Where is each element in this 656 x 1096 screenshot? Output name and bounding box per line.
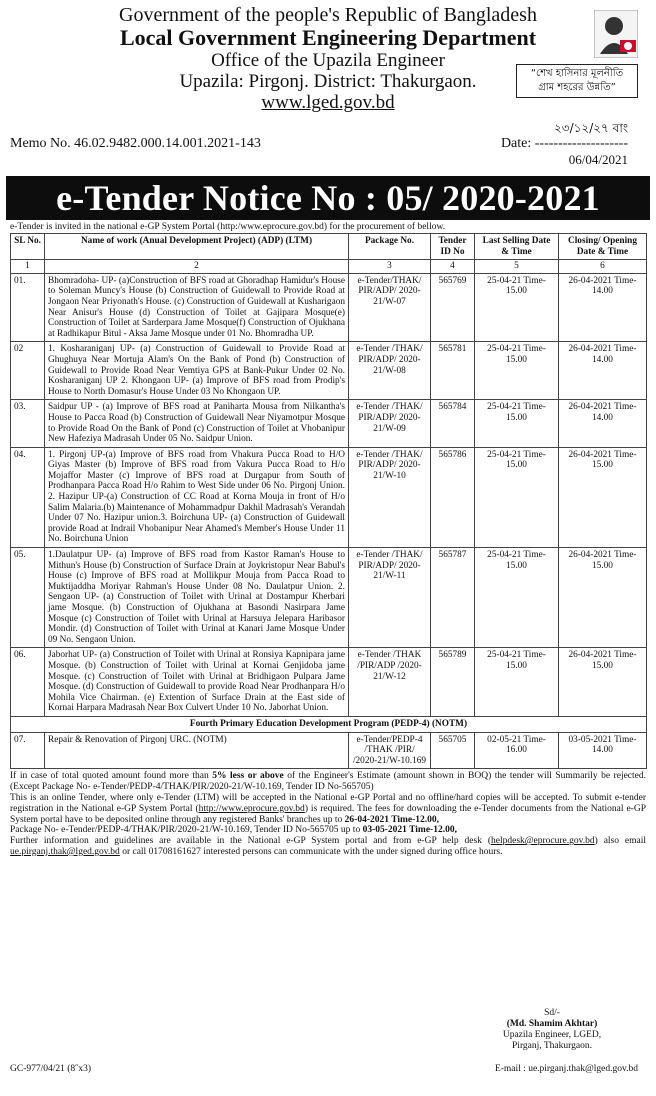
row-sl: 05. (11, 548, 45, 648)
portrait-logo-icon (594, 10, 638, 58)
row-selling: 25-04-21 Time-15.00 (475, 342, 559, 400)
helpdesk-email-link[interactable]: helpdesk@eprocure.gov.bd (491, 836, 595, 847)
tender-table (10, 233, 647, 769)
signatory-name: (Md. Shamim Akhtar) (506, 1019, 598, 1029)
row-package: e-Tender /THAK/ PIR/ADP/ 2020-21/W-09 (349, 400, 431, 447)
website-link[interactable]: www.lged.gov.bd (261, 92, 395, 113)
row-tender-id: 565781 (431, 342, 475, 400)
row-closing: 26-04-2021 Time-14.00 (559, 342, 647, 400)
row-selling: 25-04-21 Time-15.00 (475, 400, 559, 447)
office-email-link[interactable]: ue.pirganj.thak@lged.gov.bd (10, 846, 120, 857)
row-selling: 25-04-21 Time-15.00 (475, 648, 559, 717)
signature-sd: Sd/- (544, 1008, 560, 1018)
row-work: Saidpur UP - (a) Improve of BFS road at Paniharta Mousa from Nilkantha's House to Pacca Road (b) Construction of Guidewall Near Niyamotpur Mosque to Provide Road On the Bank of Pond (c) Construction of Toilet at Vhobanipur New Hafeziya Madrasah Under 05 No. Saidpur Union. (45, 400, 349, 447)
signatory-title: Upazila Engineer, LGED, (502, 1030, 602, 1040)
row-work: Bhomradoha- UP- (a)Construction of BFS road at Ghoradhap Hamidur's House to Soleman Muncy's House (b) Construction of Guidewall to Provide Road at Jongaon Near Priyonath's House. (c) Construction of Guidewall at Kusharigaon Near Anisur's House (d) Construction of Toilet at Gajipara Mosque(e) Construction of Toilet at Sarderpara Jame Mosque(f) Construction of Ojukhana at Radhikapur Bitul - Aksa Jame Mosque under 01 No. Bhomradha UP. (45, 273, 349, 342)
table-row (11, 273, 647, 342)
row-selling: 25-04-21 Time-15.00 (475, 273, 559, 342)
header-tender-id: Tender ID No (431, 234, 475, 260)
row-selling: 25-04-21 Time-15.00 (475, 548, 559, 648)
row-closing: 26-04-2021 Time-14.00 (559, 400, 647, 447)
notice-banner: e-Tender Notice No : 05/ 2020-2021 (6, 176, 650, 220)
column-number: 1 (11, 260, 45, 274)
row-work: 1. Kosharaniganj UP- (a) Construction of Guidewall to Provide Road at Ghughuya Near Mortuja Alam's On the Bank of Pond (b) Construction of Guidewall to Provide Road Near Vemtiya GPS at Bank-Pukur Under 02 No. Kosharaniganj UP 2. Khongaon UP- (a) Improve of BFS road from Prodip's House to North Domasur's House Under 03 No Khongaon UP. (45, 342, 349, 400)
date-label: Date: -------------------- (500, 136, 628, 151)
row-package: e-Tender /THAK/ PIR/ADP/ 2020-21/W-10 (349, 447, 431, 547)
signatory-place: Pirganj, Thakurgaon. (512, 1041, 592, 1051)
department-title: Local Government Engineering Department (119, 25, 537, 50)
bangla-date: ২৩/১২/২৭ বাং (553, 121, 628, 135)
pedp-section-title: Fourth Primary Education Development Program (PEDP-4) (NOTM) (11, 716, 647, 732)
note-rejection: If in case of total quoted amount found more than 5% less or above of the Engineer's Estimate (amount shown in BOQ) the tender will Summarily be rejected. (Except Package No- e-Tender/PEDP-4/THAK/PIR/2020-21/W-10.169, Tender ID No-565705) (10, 771, 646, 793)
table-row (11, 732, 647, 769)
row-package: e-Tender /THAK/ PIR/ADP/ 2020-21/W-08 (349, 342, 431, 400)
note-online-tender: This is an online Tender, where only e-Tender (LTM) will be accepted in the National e-GP Portal and no offline/hard copies will be accepted. To submit e-tender registration in the National e-GP System Portal (http://www.eprocure.gov.bd) is required. The fees for downloading the e-Tender documents from the National e-GP System portal have to be deposited online through any registered Banks' branches up to 26-04-2021 Time-12.00, (10, 792, 646, 825)
row-package: e-Tender /THAK /PIR/ADP /2020-21/W-12 (349, 648, 431, 717)
column-number: 2 (45, 260, 349, 274)
row-work: Repair & Renovation of Pirgonj URC. (NOTM) (45, 732, 349, 769)
row-sl: 04. (11, 447, 45, 547)
row-tender-id: 565784 (431, 400, 475, 447)
row-tender-id: 565789 (431, 648, 475, 717)
row-work: Jaborhat UP- (a) Construction of Toilet with Urinal at Ronsiya Kapnipara jame Mosque. (b) Construction of Toilet with Urinal at Kornai Genjidoba jame Mosque. (c) Construction of Toilet with Urinal at Bridhigaon Pulpara Jame Mosque. (d) Construction of Guidewall to provide Road Near Prodhanpara H/o Mohila Vice Chairman. (e) Extention of Surface Drain at the East side of Kornai Harpara Madrasah Near Box Culvert Under 10 No. Jaborhat Union. (45, 648, 349, 717)
row-work: 1. Pirgonj UP-(a) Improve of BFS road from Vhakura Pucca Road to H/O Giyas Master (b) Improve of BFS road from Vakura Pucca Road to H/o Mojaffor Master (c) Improve of BFS road at Durgapur from South of Prodhanpara Pacca Road H/o Rahim to West Side under 06 No. Pirgonj Union. 2. Hazipur UP-(a) Construction of CC Road at Korna Mouja in front of H/o Salim Malaria.(b) Maintenance of Mohammadpur Dakhil Madrasah's Verandah Under 07 No. Hazipur union.3. Boirchuna UP- (a) Construction of Guidewall provide Road at Indrail Vhobanipur Near Ahamed's Member's House Under 11 No. Boirchuna Union (45, 447, 349, 547)
table-row (11, 447, 647, 547)
slogan-line-2: গ্রাম শহরের উন্নতি” (538, 82, 616, 93)
header-closing: Closing/ Opening Date & Time (559, 234, 647, 260)
table-row (11, 648, 647, 717)
letterhead (10, 4, 646, 128)
row-closing: 26-04-2021 Time-15.00 (559, 648, 647, 717)
row-tender-id: 565705 (431, 732, 475, 769)
row-closing: 26-04-2021 Time-15.00 (559, 447, 647, 547)
row-sl: 07. (11, 732, 45, 769)
signature-block (472, 1008, 632, 1052)
eprocure-link[interactable]: http://www.eprocure.gov.bd (198, 803, 305, 814)
row-closing: 26-04-2021 Time-14.00 (559, 273, 647, 342)
header-work: Name of work (Anual Development Project) (ADP) (LTM) (45, 234, 349, 260)
signatory-email: E-mail : ue.pirganj.thak@lged.gov.bd (494, 1064, 638, 1074)
row-work: 1.Daulatpur UP- (a) Improve of BFS road from Kastor Raman's House to Mithun's House (b) Construction of Surface Drain at Joykristopur Near Babul's House (c) Improve of BFS road at Mollikpur Mouja from Pacca Road to Muktijaddha Moriyar Rahman's House Under 08 No. Daulatpur Union. 2. Sengaon UP- (a) Construction of Toilet with Urinal at Dostampur Kherbari jame Mosque. (b) Construction of Ojukhana at Basondi Nasirpara Jame Mosque (c) Construction of Toilet with Urinal at Harsuya Jelepara Haribasor Mondir. (d) Construction of Toilet with Urinal at Kanari Jame Mosque Under 09 No. Sengaon Union. (45, 548, 349, 648)
row-sl: 01. (11, 273, 45, 342)
header-selling: Last Selling Date & Time (475, 234, 559, 260)
row-closing: 26-04-2021 Time-15.00 (559, 548, 647, 648)
slogan-box (516, 64, 638, 98)
row-package: e-Tender /THAK/ PIR/ADP/ 2020-21/W-11 (349, 548, 431, 648)
table-row (11, 342, 647, 400)
slogan-line-1: “শেখ হাসিনার মূলনীতি (530, 68, 624, 79)
note-pedp-deadline: Package No- e-Tender/PEDP-4/THAK/PIR/2020-21/W-10.169, Tender ID No-565705 up to 03-05-2021 Time-12.00, (10, 825, 457, 836)
row-tender-id: 565786 (431, 447, 475, 547)
office-title: Office of the Upazila Engineer (211, 50, 445, 71)
memo-number: Memo No. 46.02.9482.000.14.001.2021-143 (10, 136, 261, 151)
upazila-district: Upazila: Pirgonj. District: Thakurgaon. (179, 71, 477, 92)
column-number: 5 (475, 260, 559, 274)
row-package: e-Tender/PEDP-4 /THAK /PIR/ /2020-21/W-10.169 (349, 732, 431, 769)
table-row (11, 548, 647, 648)
header-package: Package No. (349, 234, 431, 260)
memo-row (10, 121, 646, 170)
table-row (11, 400, 647, 447)
section-row (11, 716, 647, 732)
intro-text: e-Tender is invited in the national e-GP System Portal (http:/www.eprocure.gov.bd) for the procurement of bellow. (10, 222, 446, 232)
row-selling: 02-05-21 Time-16.00 (475, 732, 559, 769)
column-number-row (11, 260, 647, 274)
row-tender-id: 565769 (431, 273, 475, 342)
row-sl: 03. (11, 400, 45, 447)
row-sl: 02 (11, 342, 45, 400)
row-selling: 25-04-21 Time-15.00 (475, 447, 559, 547)
english-date: 06/04/2021 (568, 152, 628, 167)
row-tender-id: 565787 (431, 548, 475, 648)
header-sl: SL No. (11, 234, 45, 260)
footer-notes (10, 771, 646, 857)
row-sl: 06. (11, 648, 45, 717)
row-closing: 03-05-2021 Time-14.00 (559, 732, 647, 769)
column-number: 6 (559, 260, 647, 274)
government-title: Government of the people's Republic of Bangladesh (119, 4, 537, 26)
column-number: 3 (349, 260, 431, 274)
note-further-info: Further information and guidelines are available in the National e-GP System portal and from e-GP help desk (helpdesk@eprocure.gov.bd) also email ue.pirganj.thak@lged.gov.bd or call 01708161627 interested persons can communicate with the under signed during office hours. (10, 836, 646, 857)
column-number: 4 (431, 260, 475, 274)
row-package: e-Tender/THAK/ PIR/ADP/ 2020-21/W-07 (349, 273, 431, 342)
gc-code: GC-977/04/21 (8˝x3) (10, 1064, 92, 1074)
table-header-row (11, 234, 647, 260)
